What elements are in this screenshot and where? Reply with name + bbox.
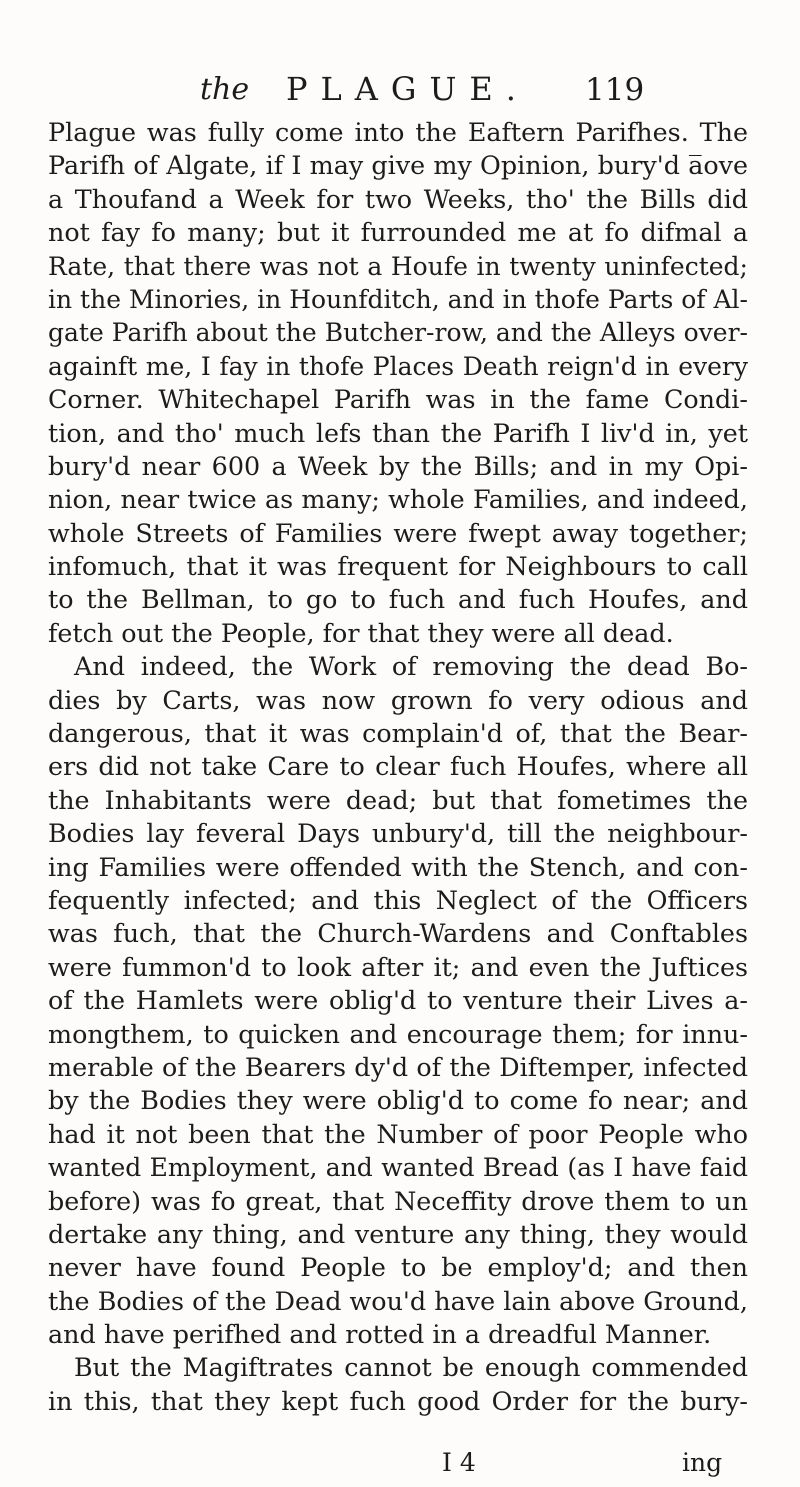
text-line: Plague was fully come into the Eaftern Parifhes. The bbox=[48, 117, 748, 147]
text-line: bury'd near 600 a Week by the Bills; and in my Opi- bbox=[48, 450, 748, 481]
text-line: the Bodies of the Dead wou'd have lain above Ground, bbox=[48, 1285, 748, 1316]
text-line: before) was fo great, that Neceffity drove them to un bbox=[48, 1185, 748, 1216]
text-line: not fay fo many; but it furrounded me at fo difmal a bbox=[48, 217, 748, 248]
text-line: But the Magiftrates cannot be enough commended bbox=[74, 1352, 748, 1383]
text-line: nion, near twice as many; whole Families, and indeed, bbox=[48, 484, 748, 515]
text-line: by the Bodies they were oblig'd to come fo near; and bbox=[48, 1085, 748, 1116]
running-head-the: the bbox=[200, 72, 250, 107]
text-line: a Thoufand a Week for two Weeks, tho' the Bills did bbox=[48, 183, 748, 214]
text-line: mongthem, to quicken and encourage them; for innu- bbox=[48, 1018, 748, 1049]
text-line: wanted Employment, and wanted Bread (as I have faid bbox=[48, 1153, 748, 1183]
text-line: merable of the Bearers dy'd of the Diftemper, infected bbox=[48, 1051, 748, 1082]
text-line: tion, and tho' much lefs than the Parifh I liv'd in, yet bbox=[48, 417, 748, 448]
text-line: fequently infected; and this Neglect of the Officers bbox=[48, 884, 748, 915]
text-line: dangerous, that it was complain'd of, that the Bear- bbox=[48, 718, 748, 749]
text-line: in the Minories, in Hounfditch, and in thofe Parts of Al- bbox=[48, 284, 748, 314]
text-line: dertake any thing, and venture any thing, they would bbox=[48, 1218, 748, 1249]
text-line: infomuch, that it was frequent for Neighbours to call bbox=[48, 551, 748, 582]
text-line: Bodies lay feveral Days unbury'd, till the neighbour- bbox=[48, 818, 748, 849]
text-line: in this, that they kept fuch good Order for the bury- bbox=[48, 1385, 748, 1416]
text-line: And indeed, the Work of removing the dead Bo- bbox=[74, 651, 748, 682]
text-line: had it not been that the Number of poor People who bbox=[48, 1118, 748, 1149]
text-line: Corner. Whitechapel Parifh was in the fame Condi- bbox=[48, 384, 748, 415]
text-line: never have found People to be employ'd; and then bbox=[48, 1252, 748, 1283]
body-text bbox=[48, 116, 748, 1418]
text-line: to the Bellman, to go to fuch and fuch Houfes, and bbox=[48, 584, 748, 615]
text-line: and have perifhed and rotted in a dreadful Manner. bbox=[48, 1319, 712, 1350]
running-head bbox=[200, 68, 645, 112]
text-line: of the Hamlets were oblig'd to venture their Lives a- bbox=[48, 985, 748, 1016]
page-number: 119 bbox=[585, 72, 645, 108]
running-head-title: PLAGUE. bbox=[286, 70, 529, 108]
text-line: Rate, that there was not a Houfe in twenty uninfected; bbox=[48, 251, 748, 281]
text-line: dies by Carts, was now grown fo very odious and bbox=[48, 684, 748, 715]
text-line: the Inhabitants were dead; but that fometimes the bbox=[48, 784, 748, 815]
text-line: ing Families were offended with the Stench, and con- bbox=[48, 851, 748, 882]
text-line: fetch out the People, for that they were all dead. bbox=[48, 617, 674, 648]
page-footer bbox=[440, 1448, 740, 1484]
text-line: gate Parifh about the Butcher-row, and the Alleys over- bbox=[48, 318, 748, 348]
catchword: ing bbox=[682, 1448, 723, 1477]
text-line: whole Streets of Families were fwept away together; bbox=[48, 517, 748, 548]
text-line: againft me, I fay in thofe Places Death reign'd in every bbox=[48, 351, 748, 381]
text-line: ers did not take Care to clear fuch Houfes, where all bbox=[48, 751, 748, 782]
text-line: were fummon'd to look after it; and even the Juftices bbox=[48, 951, 748, 982]
text-line: Parifh of Algate, if I may give my Opinion, bury'd a̅ove bbox=[48, 150, 748, 181]
signature-mark: I 4 bbox=[442, 1448, 476, 1477]
text-line: was fuch, that the Church-Wardens and Conftables bbox=[48, 918, 748, 949]
